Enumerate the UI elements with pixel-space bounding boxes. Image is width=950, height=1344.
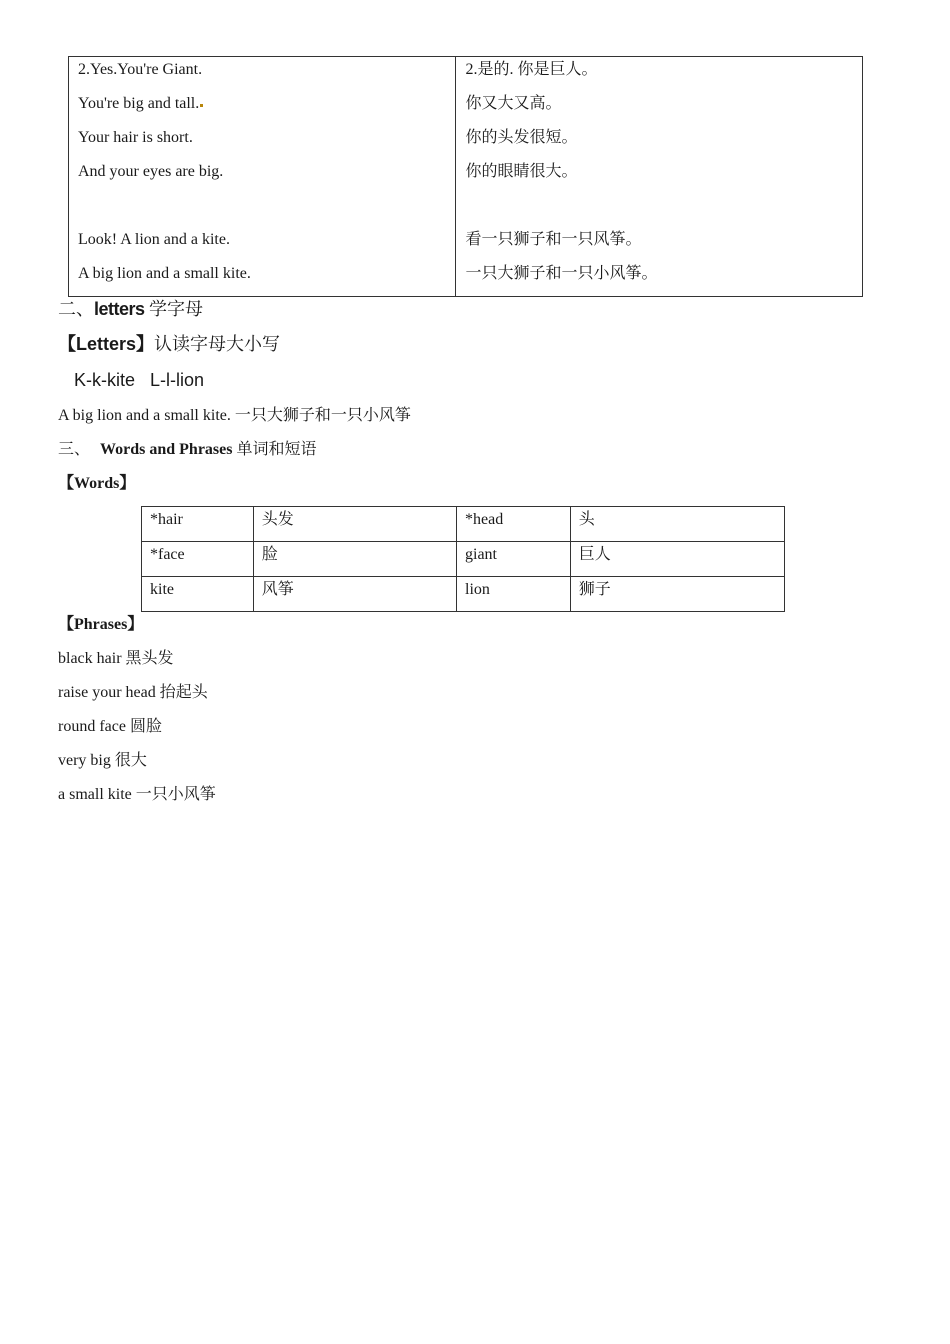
dialogue-line-en-blank [69,193,455,227]
dialogue-line-cn-1: 2.是的. 你是巨人。 [465,61,598,78]
section-2-title-cn: 学字母 [149,299,204,319]
word-cell: *head [457,507,571,542]
section-2-number: 二、 [58,299,94,319]
phrase-item: raise your head 抬起头 [58,684,208,701]
dialogue-english-column [69,57,456,297]
dialogue-line-en-2-text: You're big and tall. [78,95,200,112]
section-3-heading [58,438,317,462]
dialogue-line-cn-blank [456,193,862,227]
word-cell: *face [142,542,254,577]
word-cell: 脸 [253,542,456,577]
dialogue-line-cn-6: 看一只狮子和一只风筝。 [465,231,642,248]
letters-subheading-en: Letters [76,334,137,354]
section-2-heading [58,297,203,321]
dialogue-line-en-1: 2.Yes.You're Giant. [78,61,203,78]
phrase-item: a small kite 一只小风筝 [58,786,216,803]
letters-line: K-k-kite L-l-lion [74,370,205,390]
table-row [142,507,785,542]
table-row [142,542,785,577]
word-cell: 狮子 [570,577,784,612]
dialogue-table [68,56,863,297]
dialogue-line-en-3: Your hair is short. [78,129,193,146]
word-cell: 头发 [253,507,456,542]
dialogue-line-cn-2: 你又大又高。 [465,95,562,112]
word-cell: 头 [570,507,784,542]
section-3-number: 三、 [58,441,91,458]
table-row [142,577,785,612]
dialogue-chinese-column [456,57,863,297]
word-cell: 巨人 [570,542,784,577]
letters-bracket-close: 】 [136,334,155,354]
phrase-item: round face 圆脸 [58,718,162,735]
dialogue-line-en-6: Look! A lion and a kite. [78,231,230,248]
dialogue-line-cn-4: 你的眼睛很大。 [465,163,578,180]
word-cell: giant [457,542,571,577]
word-cell: lion [457,577,571,612]
letters-subheading-cn: 认读字母大小写 [154,334,281,354]
words-table [141,506,785,612]
phrase-item: black hair 黑头发 [58,650,174,667]
section-3-title-cn: 单词和短语 [236,441,317,458]
letters-subheading [58,332,280,356]
word-cell: *hair [142,507,254,542]
marker-dot [200,104,203,107]
dialogue-line-cn-3: 你的头发很短。 [465,129,578,146]
section-2-title-en: letters [94,299,145,319]
letters-sentence: A big lion and a small kite. 一只大狮子和一只小风筝 [58,407,411,424]
dialogue-line-en-4: And your eyes are big. [78,163,224,180]
letters-bracket-open: 【 [58,334,76,354]
words-heading: 【Words】 [58,475,136,492]
phrase-item: very big 很大 [58,752,147,769]
word-cell: 风筝 [253,577,456,612]
phrases-heading: 【Phrases】 [58,616,144,633]
section-3-title-en: Words and Phrases [100,441,233,458]
dialogue-line-en-7: A big lion and a small kite. [78,265,251,282]
dialogue-line-cn-7: 一只大狮子和一只小风筝。 [465,265,658,282]
word-cell: kite [142,577,254,612]
dialogue-line-en-2 [69,91,455,125]
